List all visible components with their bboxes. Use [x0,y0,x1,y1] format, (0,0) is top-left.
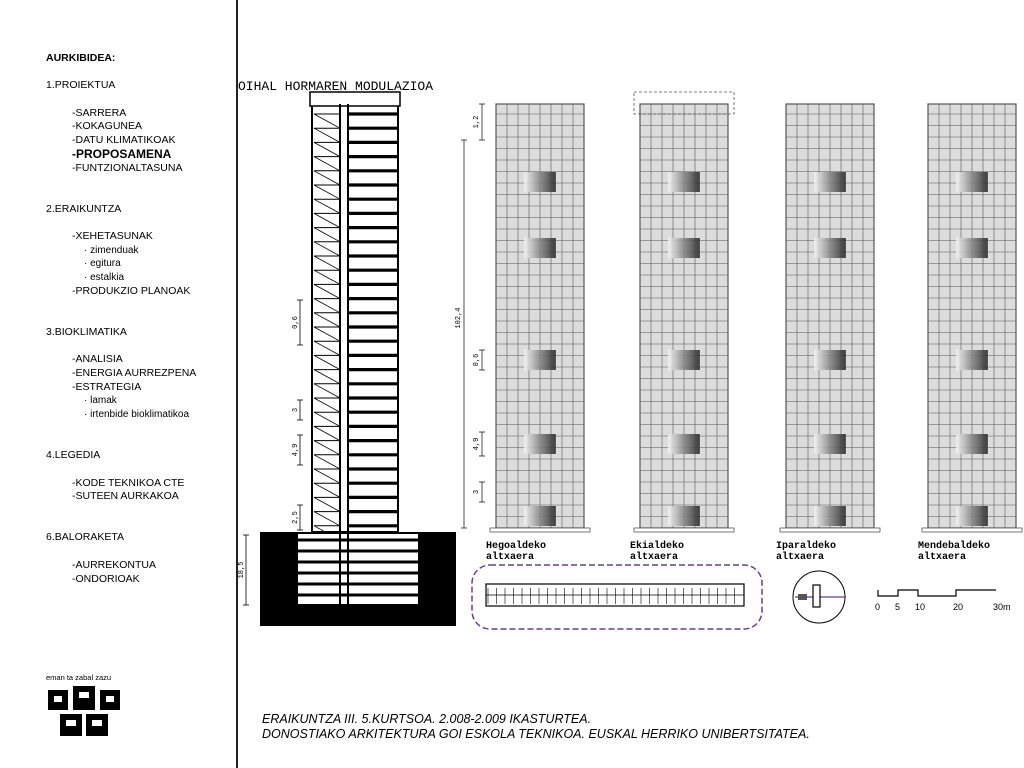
elevation-base [634,528,734,532]
toc-section-title[interactable]: 4.LEGEDIA [46,449,101,462]
elevation-dimension-label: 3 [473,489,481,495]
toc-item[interactable]: -FUNTZIONALTASUNA [72,161,183,174]
toc-subitem[interactable]: · zimenduak [84,244,139,256]
terrace-band [524,434,556,454]
elevation-dimension-label: 1,2 [473,115,481,129]
scale-bar [878,590,996,596]
terrace-band [814,350,846,370]
footer-line-2: DONOSTIAKO ARKITEKTURA GOI ESKOLA TEKNIKOA. EUSKAL HERRIKO UNIBERTSITATEA. [262,727,810,741]
terrace-band [814,506,846,526]
drawing-title: OIHAL HORMAREN MODULAZIOA [238,79,434,94]
university-motto: eman ta zabal zazu [46,673,112,682]
terrace-band [668,506,700,526]
tower-crown [310,92,400,106]
section-dimension-label: 3 [292,407,300,413]
section-dimension-label: 2,5 [292,511,300,524]
terrace-band [814,434,846,454]
scale-label: 30m [993,602,1011,612]
terrace-band [668,350,700,370]
building-section [238,92,456,626]
elevation-4 [918,104,1022,563]
elevation-label-line1: Iparaldeko [776,541,837,552]
elevation-dimension-label: 4,9 [473,437,481,451]
terrace-band [668,172,700,192]
section-dimension-label: 18,5 [238,561,246,579]
key-plan-tower [813,585,820,607]
elevation-dimension-label: 0,6 [473,353,481,367]
scale-label: 5 [895,602,901,612]
elevation-label-line1: Ekialdeko [630,541,685,552]
terrace-band [668,434,700,454]
terrace-band [524,506,556,526]
toc-item[interactable]: -ANALISIA [72,353,123,366]
toc-item[interactable]: -SUTEEN AURKAKOA [72,490,179,503]
elevation-label-line1: Hegoaldeko [486,541,547,552]
footer-line-1: ERAIKUNTZA III. 5.KURTSOA. 2.008-2.009 IKASTURTEA. [262,712,592,726]
toc-item[interactable]: -ESTRATEGIA [72,380,142,393]
elevation-base [490,528,590,532]
key-plan-marker [798,594,807,600]
terrace-band [956,238,988,258]
toc-item[interactable]: -SARRERA [72,106,127,119]
terrace-band [956,350,988,370]
architectural-drawing [238,0,1024,705]
elevation-1 [486,104,590,563]
toc-item[interactable]: -ENERGIA AURREZPENA [72,367,197,380]
toc-section-title[interactable]: 1.PROIEKTUA [46,79,116,92]
scale-label: 10 [915,602,926,612]
scale-label: 0 [875,602,881,612]
toc-item[interactable]: -ONDORIOAK [72,572,140,585]
plan-views [472,565,1011,629]
section-dimension-label: 0,6 [292,316,300,329]
toc-sections [46,79,232,613]
toc-item[interactable]: -KOKAGUNEA [72,120,143,133]
terrace-band [956,506,988,526]
terrace-band [956,172,988,192]
toc-item[interactable]: -XEHETASUNAK [72,230,153,243]
toc-section-title[interactable]: 2.ERAIKUNTZA [46,202,122,215]
elevation-dimension-label: 102,4 [455,307,463,329]
university-logo [46,684,122,743]
toc-subitem[interactable]: · egitura [84,258,121,270]
elevation-label-line2: altxaera [776,552,825,563]
toc-section-title[interactable]: 6.BALORAKETA [46,531,125,544]
toc-subitem[interactable]: · lamak [84,395,117,407]
toc-section-title[interactable]: 3.BIOKLIMATIKA [46,325,127,338]
elevation-2 [630,104,734,563]
toc-item[interactable]: -KODE TEKNIKOA CTE [72,476,185,489]
terrace-band [668,238,700,258]
toc-subitem[interactable]: · estalkia [84,272,125,284]
toc-subitem[interactable]: · irtenbide bioklimatikoa [84,409,190,421]
elevation-label-line2: altxaera [918,552,967,563]
terrace-band [814,238,846,258]
terrace-band [814,172,846,192]
elevation-label-line2: altxaera [486,552,535,563]
toc-item[interactable]: -PROPOSAMENA [72,146,172,161]
terrace-band [956,434,988,454]
terrace-band [524,238,556,258]
toc-item[interactable]: -DATU KLIMATIKOAK [72,134,176,147]
elevation-base [780,528,880,532]
scale-label: 20 [953,602,964,612]
elevation-3 [776,104,880,563]
elevation-label-line1: Mendebaldeko [918,541,991,552]
sidebar-index [0,0,236,768]
terrace-band [524,172,556,192]
elevation-base [922,528,1022,532]
elevation-label-line2: altxaera [630,552,679,563]
toc-item[interactable]: -PRODUKZIO PLANOAK [72,284,191,297]
footer-caption [262,712,810,742]
toc-item[interactable]: -AURREKONTUA [72,558,157,571]
table-of-contents [46,52,232,614]
toc-heading: AURKIBIDEA: [46,52,116,64]
elevation-views [455,92,1022,563]
section-dimension-label: 4,9 [292,443,300,457]
terrace-band [524,350,556,370]
